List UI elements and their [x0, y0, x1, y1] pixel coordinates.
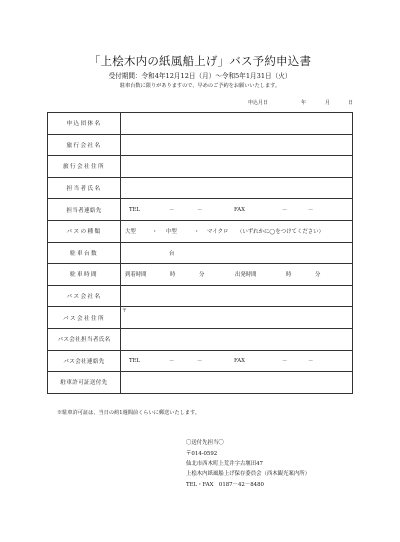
dash: － [169, 207, 175, 214]
departure-time-label: 出発時間 [235, 272, 257, 279]
minute-label: 分 [315, 272, 321, 279]
form-row [48, 113, 353, 135]
dash: － [282, 207, 288, 214]
form-row [48, 156, 353, 178]
date-day: 日 [348, 100, 354, 106]
row-label: 旅行会社住所 [48, 156, 121, 178]
tel-label: TEL [129, 206, 141, 213]
contact-postal-code: 〒014-0592 [186, 451, 218, 457]
row-label: 駐車台数 [48, 242, 121, 264]
row-label: 旅行会社名 [48, 134, 121, 156]
bus-type-medium[interactable]: 中型 [166, 229, 177, 236]
contact-heading: 〇送付先担当〇 [186, 440, 224, 446]
form-row [48, 220, 353, 242]
form-row [48, 328, 353, 350]
hour-label: 時 [286, 272, 292, 279]
bus-type-field[interactable] [121, 220, 353, 242]
contact-address: 仙北市西木町上荒井字古堰田47 [186, 461, 263, 467]
minute-label: 分 [199, 272, 205, 279]
form-title: 「上桧木内の紙風船上げ」バス予約申込書 [88, 54, 312, 68]
form-row [48, 242, 353, 264]
bus-type-large[interactable]: 大型 [125, 229, 136, 236]
fax-label: FAX [234, 206, 246, 213]
bus-type-micro[interactable]: マイクロ [207, 229, 229, 236]
dash: － [282, 358, 288, 365]
contact-phone-field[interactable] [121, 199, 353, 221]
dash: － [308, 207, 314, 214]
parking-count-field[interactable] [121, 242, 353, 264]
form-row [48, 199, 353, 221]
row-label: 担当者連絡先 [48, 199, 121, 221]
contact-organization: 上桧木内紙風船上げ保存委員会（西木観光案内所） [186, 471, 310, 477]
group-name-field[interactable] [121, 113, 353, 135]
bus-type-instruction: （いずれかに◯をつけてください） [237, 229, 324, 236]
bus-company-name-field[interactable] [121, 285, 353, 307]
date-label: 申込月日 [248, 100, 269, 106]
form-row [48, 177, 353, 199]
travel-company-name-field[interactable] [121, 134, 353, 156]
row-label: 担当者氏名 [48, 177, 121, 199]
contact-tel-fax: TEL・FAX 0187－42－8480 [186, 482, 264, 488]
permit-footnote: ※駐車許可証は、当日の約1週間前くらいに郵送いたします。 [57, 410, 200, 416]
form-row [48, 134, 353, 156]
permit-delivery-field[interactable] [121, 372, 353, 394]
separator: ・ [152, 229, 158, 236]
separator: ・ [194, 229, 200, 236]
contact-person-field[interactable] [121, 177, 353, 199]
fax-label: FAX [234, 357, 246, 364]
form-row [48, 350, 353, 372]
bus-company-address-field[interactable] [121, 307, 353, 329]
parking-time-field[interactable] [121, 264, 353, 286]
bus-company-contact-person-field[interactable] [121, 328, 353, 350]
date-month: 月 [325, 100, 331, 106]
row-label: バス会社連絡先 [48, 350, 121, 372]
row-label: 駐車許可証送付先 [48, 372, 121, 394]
row-label: バス会社担当者氏名 [48, 328, 121, 350]
arrival-time-label: 到着時間 [125, 272, 147, 279]
row-label: バス会社名 [48, 285, 121, 307]
row-label: バス会社住所 [48, 307, 121, 329]
application-form-table [47, 112, 353, 394]
dash: － [197, 207, 203, 214]
hour-label: 時 [170, 272, 176, 279]
reception-period: 受付期間：令和4年12月12日（月）～令和5年1月31日（火） [108, 72, 292, 80]
row-label: バスの種類 [48, 220, 121, 242]
dash: － [197, 358, 203, 365]
parking-note: 駐車台数に限りがありますので、早めのご予約をお願いいたします。 [119, 83, 281, 89]
form-row [48, 285, 353, 307]
form-row [48, 307, 353, 329]
postal-mark: 〒 [122, 308, 128, 315]
form-row [48, 264, 353, 286]
unit-label: 台 [169, 250, 175, 257]
dash: － [169, 358, 175, 365]
row-label: 駐車時間 [48, 264, 121, 286]
date-year: 年 [301, 100, 307, 106]
form-row [48, 372, 353, 394]
tel-label: TEL [129, 357, 141, 364]
travel-company-address-field[interactable] [121, 156, 353, 178]
row-label: 申込団体名 [48, 113, 121, 135]
dash: － [308, 358, 314, 365]
bus-company-phone-field[interactable] [121, 350, 353, 372]
